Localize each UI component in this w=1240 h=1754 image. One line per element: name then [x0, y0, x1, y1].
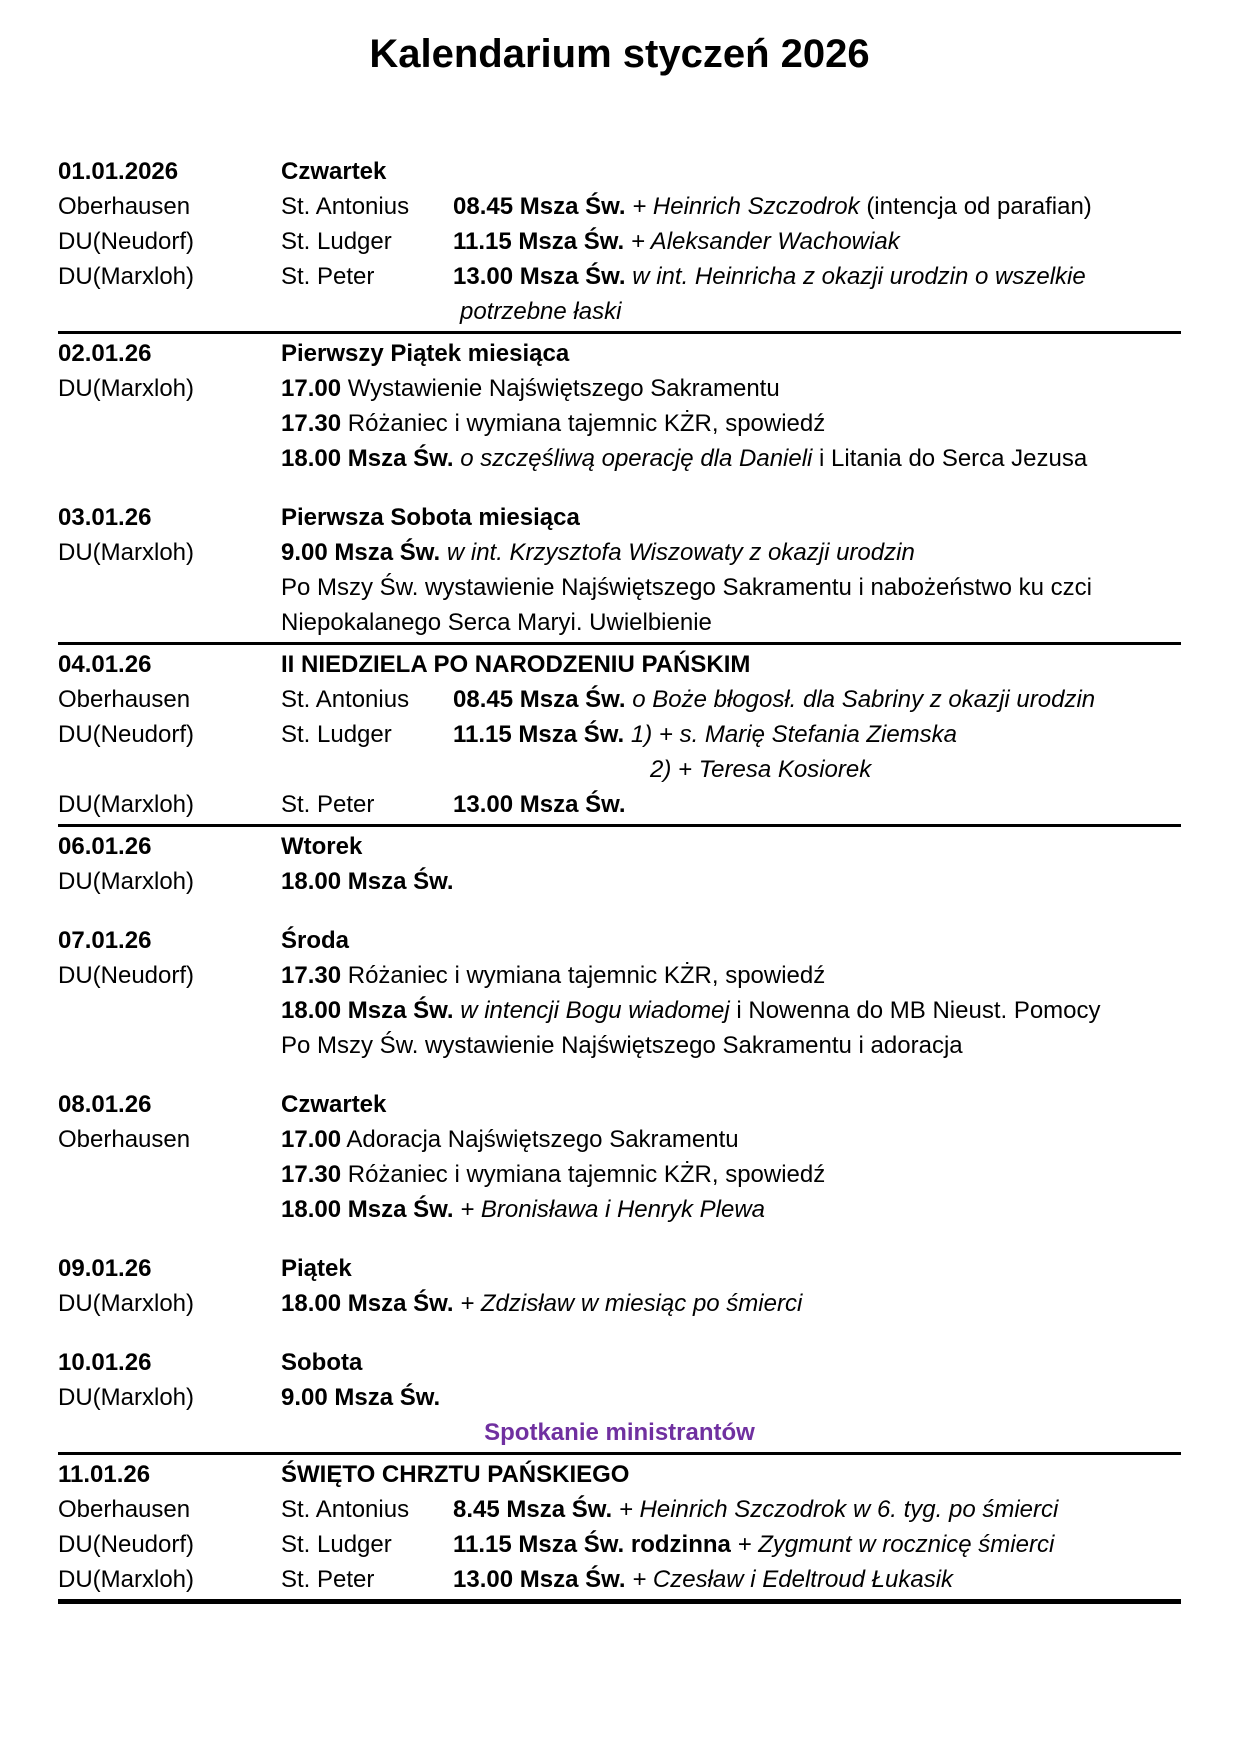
- entry-row: [58, 993, 1181, 1028]
- calendar-entry: [58, 1457, 1181, 1597]
- text-segment: 17.00: [281, 1126, 342, 1153]
- entry-day-label: Wtorek: [281, 833, 363, 860]
- entry-row: [58, 1380, 1181, 1415]
- text-segment: + Czesław i Edeltroud Łukasik: [625, 1566, 954, 1593]
- entry-day-label: ŚWIĘTO CHRZTU PAŃSKIEGO: [281, 1461, 630, 1488]
- entry-day-label: Środa: [281, 927, 350, 954]
- calendar-entries: [58, 154, 1181, 1604]
- location-cell: Oberhausen: [58, 193, 191, 220]
- entry-date: 02.01.26: [58, 340, 152, 367]
- entry-row: [58, 406, 1181, 441]
- event-text: [453, 224, 1181, 259]
- text-segment: Po Mszy Św. wystawienie Najświętszego Sakramentu i nabożeństwo ku czci: [281, 574, 1093, 601]
- entry-header-row: [58, 1251, 1181, 1286]
- entry-date: 08.01.26: [58, 1091, 152, 1118]
- text-segment: 18.00 Msza Św.: [281, 1290, 454, 1317]
- location-cell: [58, 605, 281, 640]
- entry-date: 10.01.26: [58, 1349, 152, 1376]
- event-text: [453, 1492, 1181, 1527]
- text-segment: o Boże błogosł. dla Sabriny z okazji urodzin: [625, 686, 1096, 713]
- event-text: [453, 682, 1181, 717]
- section-divider: [58, 331, 1181, 334]
- event-text: [453, 1562, 1181, 1597]
- location-cell: [58, 441, 281, 476]
- text-segment: 9.00 Msza Św.: [281, 1384, 441, 1411]
- event-text: [281, 958, 1181, 993]
- location-cell: [58, 1192, 281, 1227]
- event-text: [281, 371, 1181, 406]
- entry-date: 06.01.26: [58, 833, 152, 860]
- text-segment: 11.15 Msza Św. rodzinna: [453, 1531, 731, 1558]
- text-segment: 2) + Teresa Kosiorek: [650, 756, 872, 783]
- event-text: [281, 1028, 1181, 1063]
- section-divider: [58, 642, 1181, 645]
- text-segment: 13.00 Msza Św.: [453, 791, 626, 818]
- event-text: [281, 605, 1181, 640]
- event-text: [281, 1380, 1181, 1415]
- entry-header-row: [58, 647, 1181, 682]
- event-text: [281, 993, 1181, 1028]
- text-segment: + Aleksander Wachowiak: [624, 228, 900, 255]
- entry-row: [58, 1415, 1181, 1450]
- location-cell: DU(Marxloh): [58, 375, 195, 402]
- entry-row: [58, 1122, 1181, 1157]
- entry-row: [58, 371, 1181, 406]
- text-segment: i Nowenna do MB Nieust. Pomocy: [729, 997, 1101, 1024]
- text-segment: Różaniec i wymiana tajemnic KŻR, spowiedź: [341, 1161, 826, 1188]
- text-segment: + Zygmunt w rocznicę śmierci: [730, 1531, 1055, 1558]
- text-segment: 18.00 Msza Św.: [281, 1196, 454, 1223]
- location-cell: [58, 752, 281, 787]
- entry-header-row: [58, 1345, 1181, 1380]
- text-segment: Wystawienie Najświętszego Sakramentu: [341, 375, 780, 402]
- calendar-entry: [58, 1087, 1181, 1227]
- entry-row: [58, 682, 1181, 717]
- entry-day-label: II NIEDZIELA PO NARODZENIU PAŃSKIM: [281, 651, 751, 678]
- entry-day-label: Czwartek: [281, 1091, 387, 1118]
- section-divider: [58, 824, 1181, 827]
- entry-header-row: [58, 1457, 1181, 1492]
- text-segment: 17.30: [281, 1161, 342, 1188]
- event-text: [453, 1527, 1181, 1562]
- entry-day-label: Pierwszy Piątek miesiąca: [281, 340, 570, 367]
- text-segment: 17.30: [281, 962, 342, 989]
- calendar-entry: [58, 1251, 1181, 1321]
- text-segment: 9.00 Msza Św.: [281, 539, 441, 566]
- calendar-entry: [58, 829, 1181, 899]
- event-text: [281, 1157, 1181, 1192]
- location-cell: DU(Neudorf): [58, 721, 195, 748]
- event-text: [281, 1122, 1181, 1157]
- event-text: [453, 717, 1181, 752]
- event-text: [281, 441, 1181, 476]
- entry-date: 11.01.26: [58, 1461, 151, 1488]
- text-segment: 17.30: [281, 410, 342, 437]
- page-title: Kalendarium styczeń 2026: [369, 32, 870, 76]
- location-cell: [58, 570, 281, 605]
- text-segment: o szczęśliwą operację dla Danieli: [453, 445, 813, 472]
- location-cell: DU(Marxloh): [58, 539, 195, 566]
- entry-header-row: [58, 829, 1181, 864]
- church-cell: St. Peter: [281, 791, 375, 818]
- entry-row: [58, 189, 1181, 224]
- entry-row: [58, 1028, 1181, 1063]
- entry-header-row: [58, 923, 1181, 958]
- location-cell: Oberhausen: [58, 1126, 191, 1153]
- calendar-entry: [58, 923, 1181, 1063]
- calendar-entry: [58, 1345, 1181, 1450]
- entry-row: [58, 864, 1181, 899]
- church-cell: St. Antonius: [281, 686, 410, 713]
- text-segment: 08.45 Msza Św.: [453, 686, 626, 713]
- event-text: [281, 570, 1181, 605]
- entry-row: [58, 958, 1181, 993]
- section-divider: [58, 1599, 1181, 1604]
- text-segment: Adoracja Najświętszego Sakramentu: [341, 1126, 739, 1153]
- event-text: [453, 189, 1181, 224]
- location-cell: Oberhausen: [58, 1496, 191, 1523]
- text-segment: w intencji Bogu wiadomej: [453, 997, 730, 1024]
- location-cell: Oberhausen: [58, 686, 191, 713]
- entry-row: [58, 752, 1181, 787]
- entry-row: [58, 605, 1181, 640]
- text-segment: i Litania do Serca Jezusa: [812, 445, 1088, 472]
- text-segment: + Heinrich Szczodrok: [625, 193, 867, 220]
- text-segment: 13.00 Msza Św.: [453, 263, 626, 290]
- location-cell: [58, 406, 281, 441]
- location-cell: DU(Marxloh): [58, 1566, 195, 1593]
- event-text: [281, 406, 1181, 441]
- text-segment: potrzebne łaski: [460, 298, 622, 325]
- text-segment: Różaniec i wymiana tajemnic KŻR, spowiedź: [341, 962, 826, 989]
- ministrants-meeting-note: [58, 1415, 1181, 1450]
- location-cell: [58, 294, 281, 329]
- event-text: [281, 1192, 1181, 1227]
- church-cell: St. Antonius: [281, 193, 410, 220]
- church-cell: St. Ludger: [281, 1531, 392, 1558]
- location-cell: DU(Marxloh): [58, 1290, 195, 1317]
- text-segment: + Bronisława i Henryk Plewa: [453, 1196, 766, 1223]
- location-cell: DU(Marxloh): [58, 263, 195, 290]
- entry-row: [58, 1562, 1181, 1597]
- entry-date: 07.01.26: [58, 927, 152, 954]
- event-text: [453, 259, 1181, 294]
- entry-row: [58, 1527, 1181, 1562]
- entry-row: [58, 1157, 1181, 1192]
- entry-row: [58, 1192, 1181, 1227]
- text-segment: Spotkanie ministrantów: [484, 1419, 755, 1446]
- text-segment: 13.00 Msza Św.: [453, 1566, 626, 1593]
- event-text: [281, 1286, 1181, 1321]
- calendar-entry: [58, 154, 1181, 329]
- entry-header-row: [58, 336, 1181, 371]
- entry-row: [58, 535, 1181, 570]
- calendar-entry: [58, 500, 1181, 640]
- church-cell: St. Peter: [281, 263, 375, 290]
- event-text: [281, 864, 1181, 899]
- church-cell: St. Antonius: [281, 1496, 410, 1523]
- entry-row: [58, 1286, 1181, 1321]
- calendar-entry: [58, 336, 1181, 476]
- entry-row: [58, 441, 1181, 476]
- text-segment: 8.45 Msza Św.: [453, 1496, 613, 1523]
- location-cell: [58, 1028, 281, 1063]
- entry-date: 09.01.26: [58, 1255, 152, 1282]
- entry-row: [58, 1492, 1181, 1527]
- entry-day-label: Pierwsza Sobota miesiąca: [281, 504, 580, 531]
- entry-row: [58, 787, 1181, 822]
- entry-row: [58, 717, 1181, 752]
- location-cell: DU(Marxloh): [58, 791, 195, 818]
- location-cell: DU(Neudorf): [58, 1531, 195, 1558]
- text-segment: 18.00 Msza Św.: [281, 868, 454, 895]
- event-text-continuation: [453, 752, 1181, 787]
- text-segment: Niepokalanego Serca Maryi. Uwielbienie: [281, 609, 712, 636]
- church-cell: St. Ludger: [281, 721, 392, 748]
- entry-date: 04.01.26: [58, 651, 152, 678]
- text-segment: 18.00 Msza Św.: [281, 997, 454, 1024]
- location-cell: DU(Neudorf): [58, 228, 195, 255]
- entry-day-label: Czwartek: [281, 158, 387, 185]
- text-segment: Po Mszy Św. wystawienie Najświętszego Sakramentu i adoracja: [281, 1032, 963, 1059]
- text-segment: 11.15 Msza Św.: [453, 721, 625, 748]
- text-segment: + Zdzisław w miesiąc po śmierci: [453, 1290, 803, 1317]
- text-segment: w int. Krzysztofa Wiszowaty z okazji urodzin: [440, 539, 915, 566]
- calendar-entry: [58, 647, 1181, 822]
- text-segment: 18.00 Msza Św.: [281, 445, 454, 472]
- entry-header-row: [58, 500, 1181, 535]
- entry-header-row: [58, 1087, 1181, 1122]
- event-text: [281, 535, 1181, 570]
- text-segment: 11.15 Msza Św.: [453, 228, 625, 255]
- event-text: [453, 787, 1181, 822]
- text-segment: (intencja od parafian): [866, 193, 1092, 220]
- section-divider: [58, 1452, 1181, 1455]
- location-cell: DU(Marxloh): [58, 868, 195, 895]
- location-cell: [58, 1157, 281, 1192]
- event-text-continuation: [453, 294, 1181, 329]
- text-segment: Różaniec i wymiana tajemnic KŻR, spowiedź: [341, 410, 826, 437]
- church-cell: St. Peter: [281, 1566, 375, 1593]
- entry-day-label: Piątek: [281, 1255, 352, 1282]
- entry-row: [58, 224, 1181, 259]
- entry-row: [58, 570, 1181, 605]
- location-cell: DU(Neudorf): [58, 962, 195, 989]
- location-cell: DU(Marxloh): [58, 1384, 195, 1411]
- text-segment: 08.45 Msza Św.: [453, 193, 626, 220]
- text-segment: w int. Heinricha z okazji urodzin o wszelkie: [625, 263, 1086, 290]
- entry-header-row: [58, 154, 1181, 189]
- church-cell: St. Ludger: [281, 228, 392, 255]
- entry-date: 03.01.26: [58, 504, 152, 531]
- location-cell: [58, 993, 281, 1028]
- text-segment: 17.00: [281, 375, 342, 402]
- entry-date: 01.01.2026: [58, 158, 179, 185]
- entry-row: [58, 294, 1181, 329]
- text-segment: 1) + s. Marię Stefania Ziemska: [624, 721, 958, 748]
- entry-row: [58, 259, 1181, 294]
- text-segment: + Heinrich Szczodrok w 6. tyg. po śmierci: [612, 1496, 1059, 1523]
- entry-day-label: Sobota: [281, 1349, 363, 1376]
